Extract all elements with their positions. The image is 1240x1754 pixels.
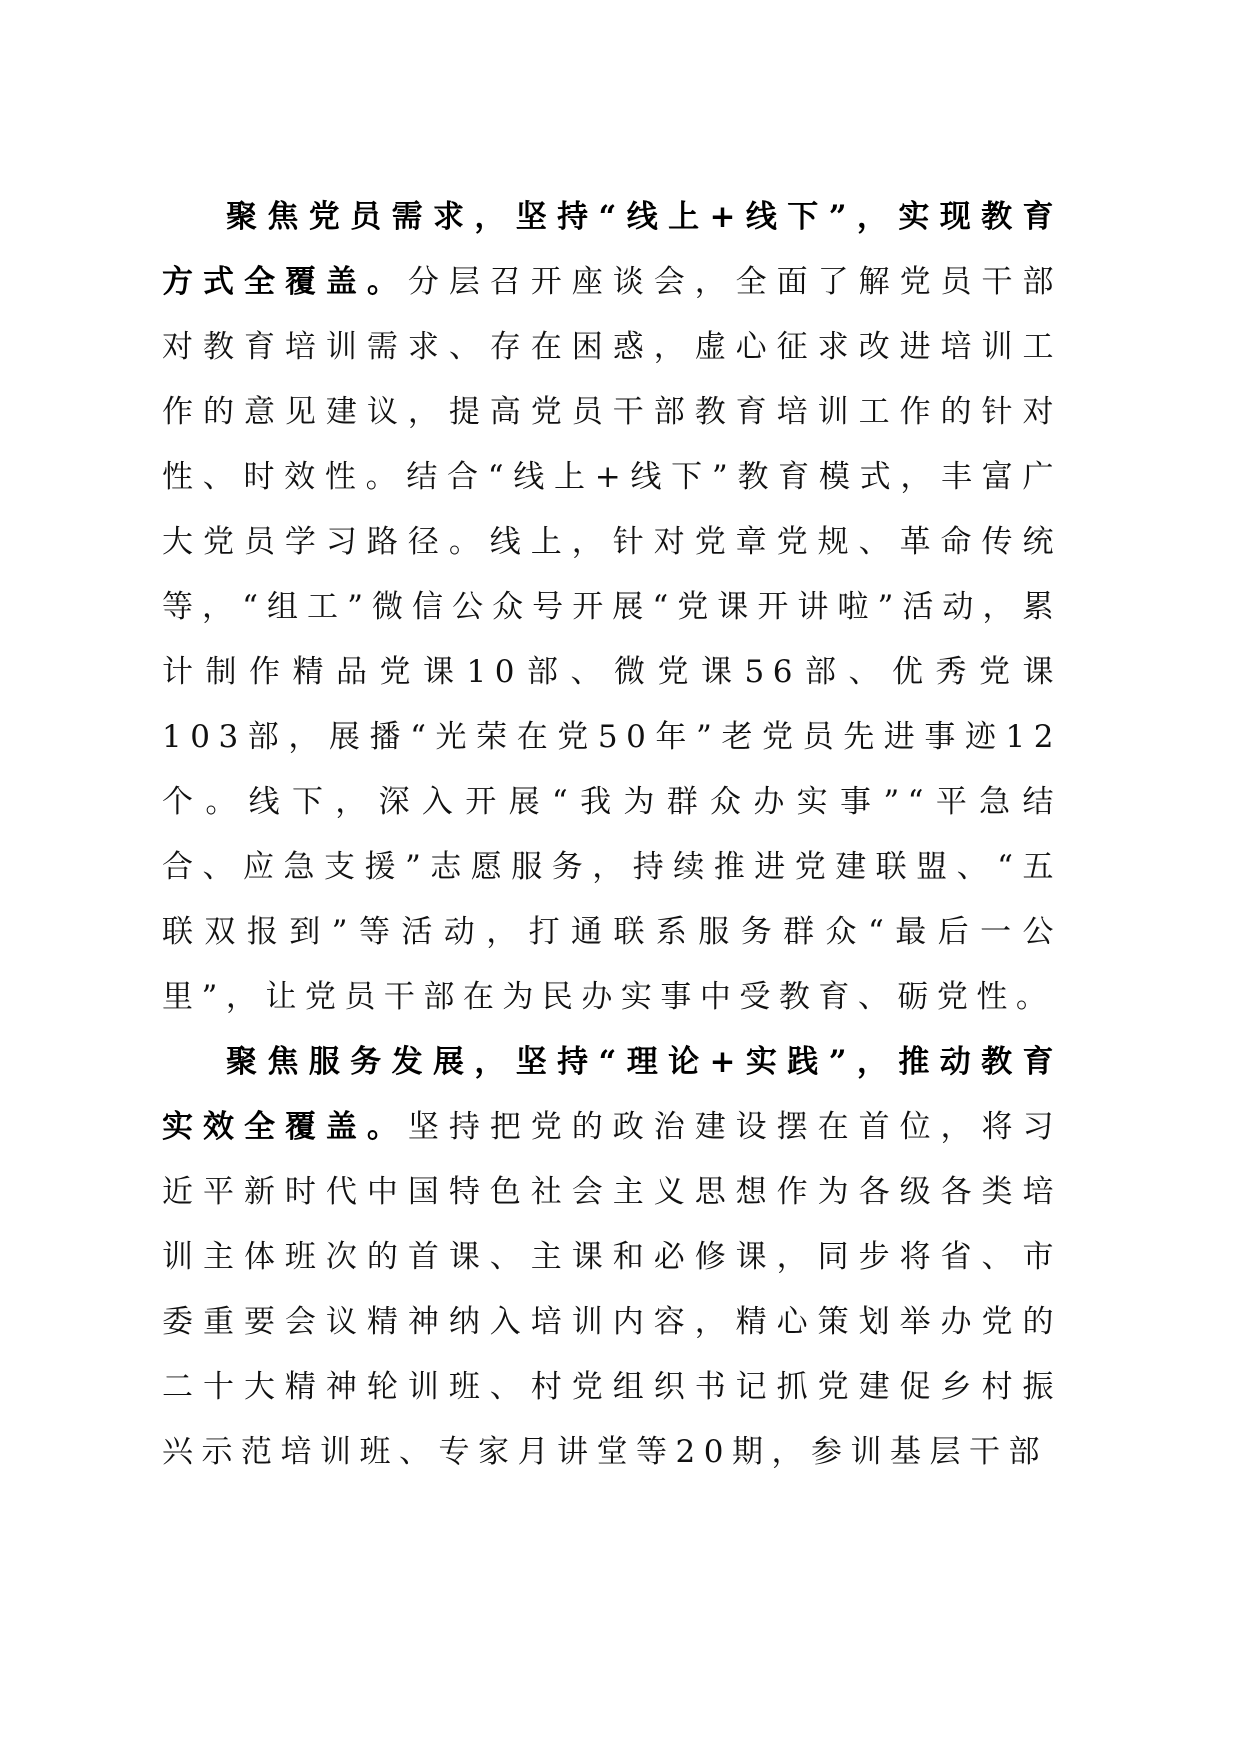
paragraph-heading: 聚焦服务发展，坚持“理论+实践”，推动教育实效全覆盖。: [162, 1044, 1062, 1145]
paragraph-body: 分层召开座谈会，全面了解党员干部对教育培训需求、存在困惑，虚心征求改进培训工作的意见建议，提高党员干部教育培训工作的针对性、时效性。结合“线上+线下”教育模式，丰富广大党员学习路径。线上，针对党章党规、革命传统等，“组工”微信公众号开展“党课开讲啦”活动，累计制作精品党课10部、微党课56部、优秀党课103部，展播“光荣在党50年”老党员先进事迹12个。线下，深入开展“我为群众办实事”“平急结合、应急支援”志愿服务，持续推进党建联盟、“五联双报到”等活动，打通联系服务群众“最后一公里”，让党员干部在为民办实事中受教育、砺党性。: [162, 264, 1063, 1015]
paragraph-education-effectiveness: [162, 1030, 1062, 1485]
paragraph-body: 坚持把党的政治建设摆在首位，将习近平新时代中国特色社会主义思想作为各级各类培训主体班次的首课、主课和必修课，同步将省、市委重要会议精神纳入培训内容，精心策划举办党的二十大精神轮训班、村党组织书记抓党建促乡村振兴示范培训班、专家月讲堂等20期，参训基层干部: [162, 1109, 1063, 1470]
paragraph-heading: 聚焦党员需求，坚持“线上+线下”，实现教育方式全覆盖。: [162, 199, 1062, 300]
document-body: [162, 185, 1062, 1485]
paragraph-education-methods: [162, 185, 1062, 1030]
